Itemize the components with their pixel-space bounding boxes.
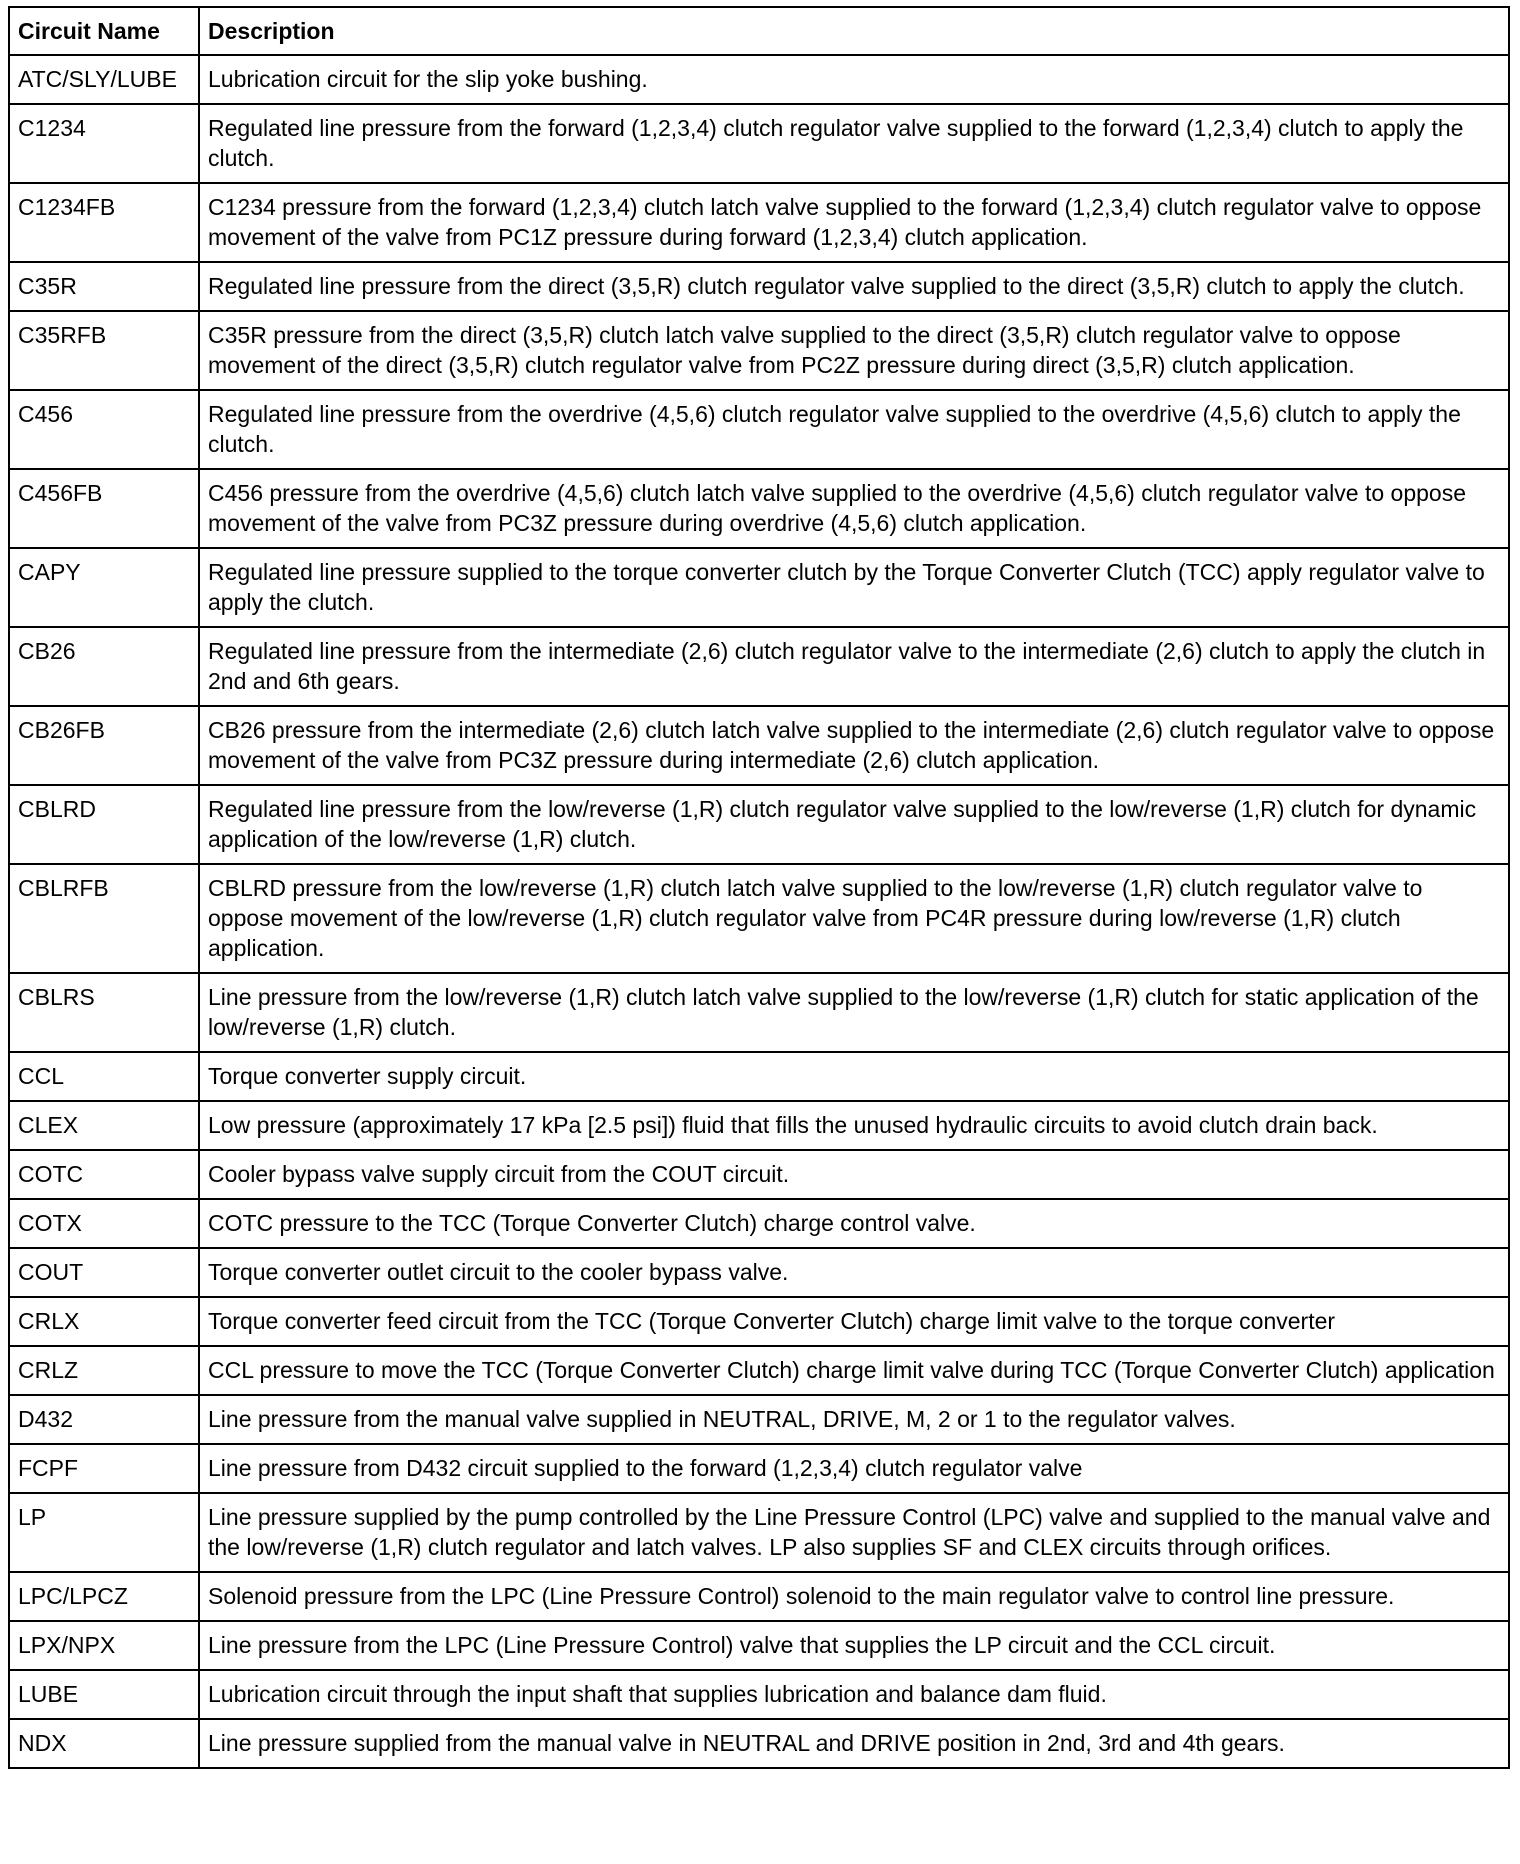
circuit-name-cell: LUBE <box>9 1670 199 1719</box>
description-cell: Line pressure from the LPC (Line Pressure Control) valve that supplies the LP circuit and the CCL circuit. <box>199 1621 1509 1670</box>
table-row <box>9 973 1509 1052</box>
description-cell: Line pressure supplied from the manual valve in NEUTRAL and DRIVE position in 2nd, 3rd and 4th gears. <box>199 1719 1509 1768</box>
circuit-name-cell: LP <box>9 1493 199 1572</box>
circuit-name-cell: NDX <box>9 1719 199 1768</box>
table-row <box>9 706 1509 785</box>
table-body <box>9 55 1509 1768</box>
description-cell: C1234 pressure from the forward (1,2,3,4) clutch latch valve supplied to the forward (1,2,3,4) clutch regulator valve to oppose movement of the valve from PC1Z pressure during forward (1,2,3,4) clutch application. <box>199 183 1509 262</box>
circuit-name-cell: C35RFB <box>9 311 199 390</box>
circuit-table <box>8 6 1510 1769</box>
table-row <box>9 1199 1509 1248</box>
table-row <box>9 1052 1509 1101</box>
table-row <box>9 104 1509 183</box>
table-row <box>9 1444 1509 1493</box>
circuit-name-cell: CRLX <box>9 1297 199 1346</box>
circuit-name-cell: CRLZ <box>9 1346 199 1395</box>
circuit-name-cell: FCPF <box>9 1444 199 1493</box>
table-row <box>9 1248 1509 1297</box>
table-row <box>9 183 1509 262</box>
description-cell: Lubrication circuit through the input shaft that supplies lubrication and balance dam fluid. <box>199 1670 1509 1719</box>
circuit-name-cell: CLEX <box>9 1101 199 1150</box>
description-cell: Regulated line pressure from the overdrive (4,5,6) clutch regulator valve supplied to the overdrive (4,5,6) clutch to apply the clutch. <box>199 390 1509 469</box>
circuit-name-cell: CB26 <box>9 627 199 706</box>
table-row <box>9 785 1509 864</box>
table-row <box>9 55 1509 104</box>
description-cell: Regulated line pressure supplied to the torque converter clutch by the Torque Converter Clutch (TCC) apply regulator valve to apply the clutch. <box>199 548 1509 627</box>
circuit-name-cell: C35R <box>9 262 199 311</box>
table-row <box>9 1346 1509 1395</box>
table-row <box>9 469 1509 548</box>
description-cell: Regulated line pressure from the low/reverse (1,R) clutch regulator valve supplied to the low/reverse (1,R) clutch for dynamic application of the low/reverse (1,R) clutch. <box>199 785 1509 864</box>
circuit-name-cell: C1234 <box>9 104 199 183</box>
circuit-name-cell: C1234FB <box>9 183 199 262</box>
description-cell: COTC pressure to the TCC (Torque Converter Clutch) charge control valve. <box>199 1199 1509 1248</box>
description-cell: Solenoid pressure from the LPC (Line Pressure Control) solenoid to the main regulator valve to control line pressure. <box>199 1572 1509 1621</box>
description-cell: Torque converter feed circuit from the TCC (Torque Converter Clutch) charge limit valve to the torque converter <box>199 1297 1509 1346</box>
table-row <box>9 548 1509 627</box>
circuit-name-cell: CCL <box>9 1052 199 1101</box>
description-cell: C35R pressure from the direct (3,5,R) clutch latch valve supplied to the direct (3,5,R) clutch regulator valve to oppose movement of the direct (3,5,R) clutch regulator valve from PC2Z pressure during direct (3,5,R) clutch application. <box>199 311 1509 390</box>
table-row <box>9 864 1509 973</box>
table-row <box>9 1150 1509 1199</box>
description-cell: CCL pressure to move the TCC (Torque Converter Clutch) charge limit valve during TCC (Torque Converter Clutch) application <box>199 1346 1509 1395</box>
circuit-name-cell: CBLRD <box>9 785 199 864</box>
description-cell: C456 pressure from the overdrive (4,5,6) clutch latch valve supplied to the overdrive (4,5,6) clutch regulator valve to oppose movement of the valve from PC3Z pressure during overdrive (4,5,6) clutch application. <box>199 469 1509 548</box>
table-row <box>9 262 1509 311</box>
description-cell: CB26 pressure from the intermediate (2,6) clutch latch valve supplied to the intermediate (2,6) clutch regulator valve to oppose movement of the valve from PC3Z pressure during intermediate (2,6) clutch application. <box>199 706 1509 785</box>
description-cell: Regulated line pressure from the forward (1,2,3,4) clutch regulator valve supplied to the forward (1,2,3,4) clutch to apply the clutch. <box>199 104 1509 183</box>
description-cell: CBLRD pressure from the low/reverse (1,R) clutch latch valve supplied to the low/reverse (1,R) clutch regulator valve to oppose movement of the low/reverse (1,R) clutch regulator valve from PC4R pressure during low/reverse (1,R) clutch application. <box>199 864 1509 973</box>
description-cell: Regulated line pressure from the intermediate (2,6) clutch regulator valve to the intermediate (2,6) clutch to apply the clutch in 2nd and 6th gears. <box>199 627 1509 706</box>
circuit-name-cell: LPC/LPCZ <box>9 1572 199 1621</box>
table-row <box>9 1101 1509 1150</box>
table-row <box>9 627 1509 706</box>
table-row <box>9 1719 1509 1768</box>
table-row <box>9 1297 1509 1346</box>
table-row <box>9 1670 1509 1719</box>
description-cell: Torque converter supply circuit. <box>199 1052 1509 1101</box>
circuit-name-cell: C456 <box>9 390 199 469</box>
circuit-name-cell: CAPY <box>9 548 199 627</box>
circuit-name-cell: COTX <box>9 1199 199 1248</box>
description-cell: Line pressure from the low/reverse (1,R) clutch latch valve supplied to the low/reverse (1,R) clutch for static application of the low/reverse (1,R) clutch. <box>199 973 1509 1052</box>
table-row <box>9 1572 1509 1621</box>
header-description: Description <box>199 7 1509 55</box>
description-cell: Regulated line pressure from the direct (3,5,R) clutch regulator valve supplied to the direct (3,5,R) clutch to apply the clutch. <box>199 262 1509 311</box>
table-row <box>9 390 1509 469</box>
header-row <box>9 7 1509 55</box>
table-header <box>9 7 1509 55</box>
circuit-name-cell: CBLRFB <box>9 864 199 973</box>
table-row <box>9 311 1509 390</box>
table-row <box>9 1493 1509 1572</box>
description-cell: Line pressure from D432 circuit supplied to the forward (1,2,3,4) clutch regulator valve <box>199 1444 1509 1493</box>
description-cell: Low pressure (approximately 17 kPa [2.5 psi]) fluid that fills the unused hydraulic circuits to avoid clutch drain back. <box>199 1101 1509 1150</box>
circuit-name-cell: C456FB <box>9 469 199 548</box>
circuit-name-cell: COUT <box>9 1248 199 1297</box>
circuit-name-cell: LPX/NPX <box>9 1621 199 1670</box>
table-row <box>9 1395 1509 1444</box>
description-cell: Cooler bypass valve supply circuit from the COUT circuit. <box>199 1150 1509 1199</box>
description-cell: Lubrication circuit for the slip yoke bushing. <box>199 55 1509 104</box>
description-cell: Torque converter outlet circuit to the cooler bypass valve. <box>199 1248 1509 1297</box>
circuit-name-cell: CBLRS <box>9 973 199 1052</box>
description-cell: Line pressure from the manual valve supplied in NEUTRAL, DRIVE, M, 2 or 1 to the regulator valves. <box>199 1395 1509 1444</box>
circuit-name-cell: ATC/SLY/LUBE <box>9 55 199 104</box>
circuit-name-cell: COTC <box>9 1150 199 1199</box>
description-cell: Line pressure supplied by the pump controlled by the Line Pressure Control (LPC) valve and supplied to the manual valve and the low/reverse (1,R) clutch regulator and latch valves. LP also supplies SF and CLEX circuits through orifices. <box>199 1493 1509 1572</box>
circuit-name-cell: D432 <box>9 1395 199 1444</box>
table-row <box>9 1621 1509 1670</box>
header-circuit-name: Circuit Name <box>9 7 199 55</box>
circuit-name-cell: CB26FB <box>9 706 199 785</box>
